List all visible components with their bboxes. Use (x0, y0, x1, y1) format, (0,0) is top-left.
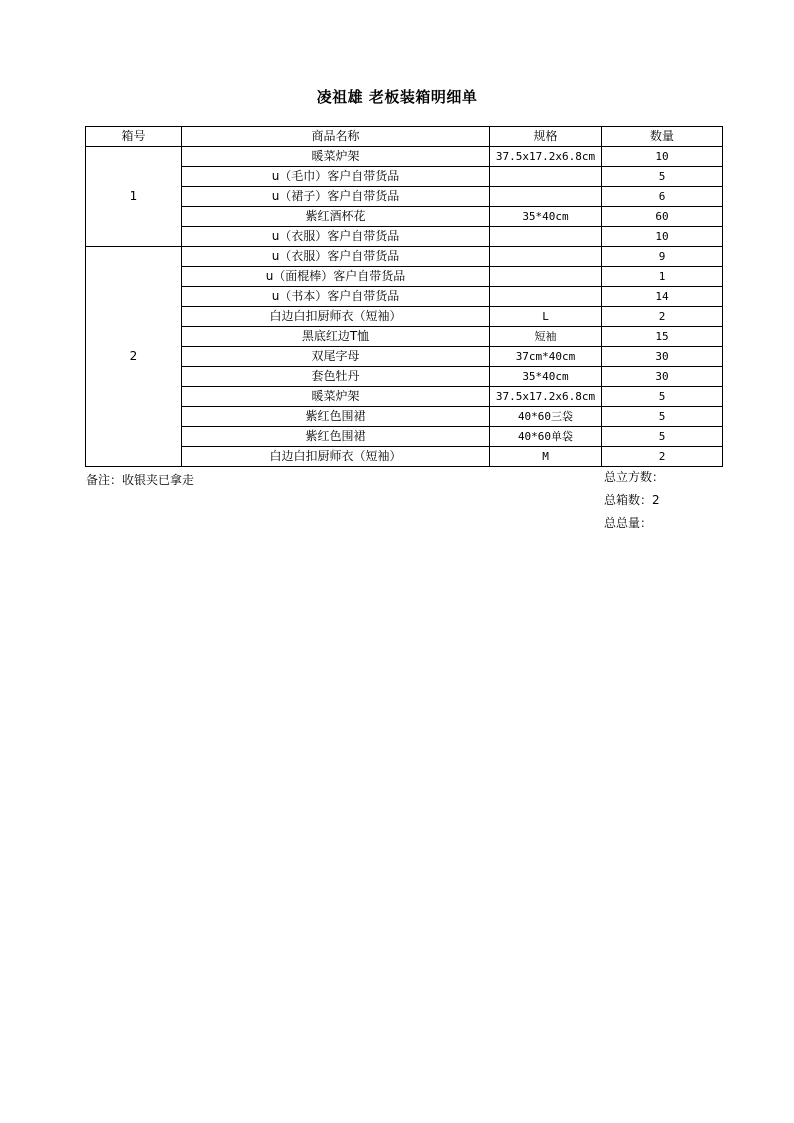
table-row (86, 327, 723, 347)
spec-cell (490, 227, 602, 247)
product-name-cell: 暖菜炉架 (182, 147, 490, 167)
quantity-cell: 6 (602, 187, 723, 207)
table-row (86, 207, 723, 227)
table-row (86, 427, 723, 447)
product-name-cell: 套色牡丹 (182, 367, 490, 387)
header-product-name: 商品名称 (182, 127, 490, 147)
quantity-cell: 10 (602, 147, 723, 167)
table-row (86, 167, 723, 187)
product-name-cell: u（裙子）客户自带货品 (182, 187, 490, 207)
spec-cell: L (490, 307, 602, 327)
table-row (86, 407, 723, 427)
remark-note: 备注：收银夹已拿走 (86, 473, 195, 487)
table-row (86, 307, 723, 327)
spec-cell: 35*40cm (490, 367, 602, 387)
quantity-cell: 9 (602, 247, 723, 267)
product-name-cell: u（毛巾）客户自带货品 (182, 167, 490, 187)
packing-list-table (85, 126, 723, 467)
product-name-cell: 暖菜炉架 (182, 387, 490, 407)
product-name-cell: u（衣服）客户自带货品 (182, 227, 490, 247)
quantity-cell: 1 (602, 267, 723, 287)
spec-cell: 37.5x17.2x6.8cm (490, 387, 602, 407)
box-number-cell: 2 (86, 247, 182, 467)
table-row (86, 367, 723, 387)
table-row (86, 267, 723, 287)
product-name-cell: 紫红色围裙 (182, 407, 490, 427)
table-row (86, 447, 723, 467)
header-spec: 规格 (490, 127, 602, 147)
table-row (86, 147, 723, 167)
summary-block (604, 468, 664, 537)
table-row (86, 387, 723, 407)
product-name-cell: u（衣服）客户自带货品 (182, 247, 490, 267)
total-boxes-label: 总箱数：2 (604, 493, 660, 507)
spec-cell: 35*40cm (490, 207, 602, 227)
spec-cell: 40*60三袋 (490, 407, 602, 427)
spec-cell: 37cm*40cm (490, 347, 602, 367)
product-name-cell: 双尾字母 (182, 347, 490, 367)
quantity-cell: 15 (602, 327, 723, 347)
product-name-cell: 白边白扣厨师衣（短袖） (182, 307, 490, 327)
header-box-no: 箱号 (86, 127, 182, 147)
spec-cell: 37.5x17.2x6.8cm (490, 147, 602, 167)
box-number-cell: 1 (86, 147, 182, 247)
spec-cell (490, 167, 602, 187)
quantity-cell: 5 (602, 167, 723, 187)
product-name-cell: 紫红色围裙 (182, 427, 490, 447)
table-row (86, 227, 723, 247)
table-row (86, 287, 723, 307)
product-name-cell: u（面棍棒）客户自带货品 (182, 267, 490, 287)
table-row (86, 347, 723, 367)
spec-cell: M (490, 447, 602, 467)
spec-cell (490, 287, 602, 307)
spec-cell (490, 247, 602, 267)
quantity-cell: 30 (602, 367, 723, 387)
quantity-cell: 2 (602, 447, 723, 467)
quantity-cell: 14 (602, 287, 723, 307)
spec-cell (490, 267, 602, 287)
quantity-cell: 2 (602, 307, 723, 327)
table-body (86, 147, 723, 467)
table-row (86, 187, 723, 207)
product-name-cell: 黑底红边T恤 (182, 327, 490, 347)
product-name-cell: 紫红酒杯花 (182, 207, 490, 227)
spec-cell: 40*60单袋 (490, 427, 602, 447)
quantity-cell: 60 (602, 207, 723, 227)
total-weight-label: 总总量： (604, 516, 653, 530)
quantity-cell: 5 (602, 387, 723, 407)
product-name-cell: 白边白扣厨师衣（短袖） (182, 447, 490, 467)
table-header-row (86, 127, 723, 147)
quantity-cell: 10 (602, 227, 723, 247)
table-row (86, 247, 723, 267)
spec-cell: 短袖 (490, 327, 602, 347)
product-name-cell: u（书本）客户自带货品 (182, 287, 490, 307)
spec-cell (490, 187, 602, 207)
page-title: 凌祖雄 老板装箱明细单 (316, 88, 478, 106)
quantity-cell: 30 (602, 347, 723, 367)
header-quantity: 数量 (602, 127, 723, 147)
quantity-cell: 5 (602, 407, 723, 427)
total-volume-label: 总立方数： (604, 470, 665, 484)
quantity-cell: 5 (602, 427, 723, 447)
